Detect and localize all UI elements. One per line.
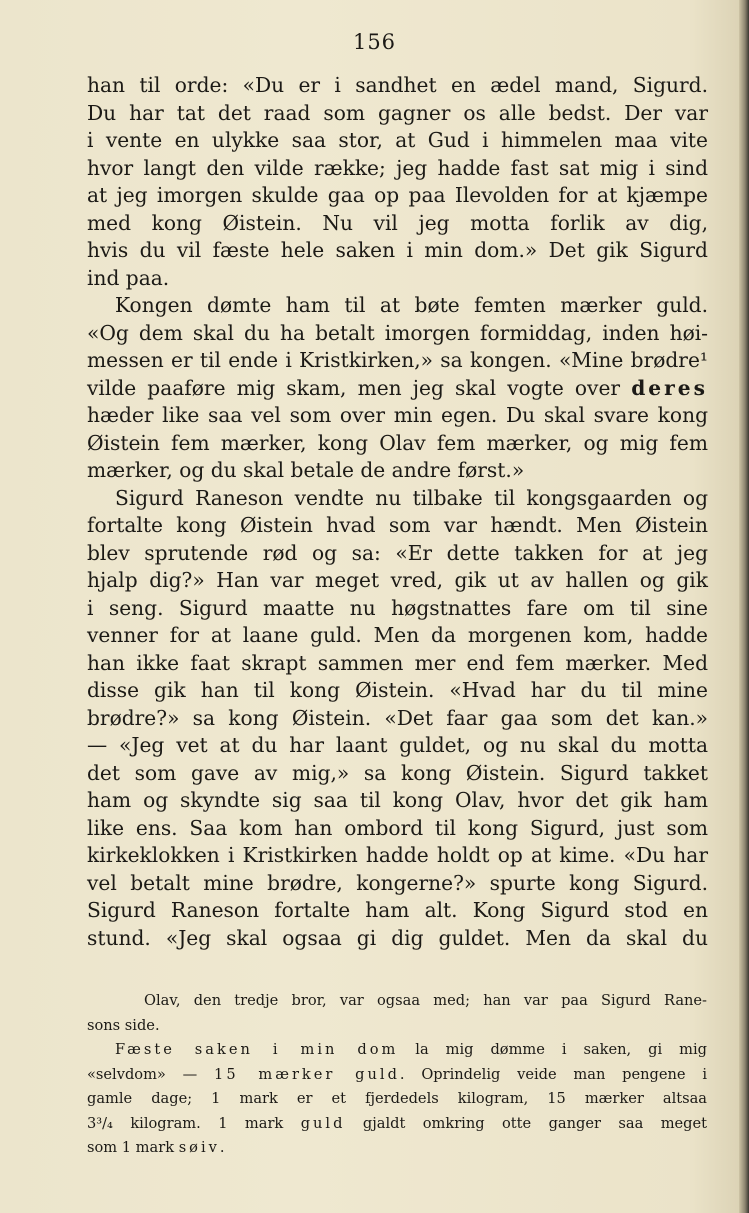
body-text — [87, 72, 708, 952]
footnote-text: som 1 mark — [87, 1139, 179, 1156]
text-line: brødre?» sa kong Øistein. «Det faar gaa som det kan.» — [87, 705, 708, 730]
footnote-text: «selvdom» — — [87, 1065, 215, 1083]
page-edge-shadow — [739, 0, 749, 1213]
text-line: stund. «Jeg skal ogsaa gi dig guldet. Men da skal du — [87, 925, 708, 950]
text-line: disse gik han til kong Øistein. «Hvad har du til mine — [87, 678, 708, 702]
page-number: 156 — [352, 30, 397, 54]
text-line: i vente en ulykke saa stor, at Gud i himmelen maa vite — [87, 128, 708, 152]
text-line: Du har tat det raad som gagner os alle bedst. Der var — [87, 100, 708, 125]
text-line: det som gave av mig,» sa kong Øistein. Sigurd takket — [87, 760, 708, 785]
text-line-part: vilde paaføre mig skam, men jeg skal vogte over — [87, 375, 621, 400]
footnote-term: 15 mærker guld — [214, 1065, 400, 1083]
text-line-with-spaced-word — [87, 375, 708, 403]
text-line: — «Jeg vet at du har laant guldet, og nu skal du motta — [87, 733, 708, 757]
text-line: ind paa. — [87, 265, 170, 290]
footnote-line: sons side. — [87, 1016, 160, 1034]
footnote-line — [87, 1136, 707, 1161]
text-line: hjalp dig?» Han var meget vred, gik ut av hallen og gik — [87, 568, 708, 592]
text-line: Øistein fem mærker, kong Olav fem mærker, og mig fem — [87, 430, 708, 455]
footnote-term: søiv — [178, 1139, 220, 1156]
text-line: blev sprutende rød og sa: «Er dette takken for at jeg — [87, 540, 708, 565]
text-line: hvor langt den vilde række; jeg hadde fast sat mig i sind — [87, 155, 708, 180]
footnote-term: guld — [300, 1114, 346, 1132]
text-line: like ens. Saa kom han ombord til kong Sigurd, just som — [87, 815, 708, 840]
footnote-line — [87, 1063, 707, 1088]
text-line: kirkeklokken i Kristkirken hadde holdt op at kime. «Du har — [87, 843, 708, 867]
text-line: hvis du vil fæste hele saken i min dom.» Det gik Sigurd — [87, 238, 708, 262]
footnote-line: gamle dage; 1 mark er et fjerdedels kilogram, 15 mærker altsaa — [87, 1090, 707, 1107]
text-line: «Og dem skal du ha betalt imorgen formiddag, inden høi- — [87, 320, 708, 345]
footnote-line: Olav, den tredje bror, var ogsaa med; han var paa Sigurd Rane- — [144, 992, 707, 1009]
text-line: i seng. Sigurd maatte nu høgstnattes fare om til sine — [87, 595, 708, 620]
footnote-text: la mig dømme i saken, gi mig — [398, 1041, 707, 1058]
footnote-line — [87, 1112, 707, 1137]
footnote-text: gjaldt omkring otte ganger saa meget — [345, 1114, 708, 1132]
text-line: hæder like saa vel som over min egen. Du skal svare kong — [87, 403, 708, 427]
text-line: med kong Øistein. Nu vil jeg motta forlik av dig, — [87, 210, 708, 235]
text-line: venner for at laane guld. Men da morgenen kom, hadde — [87, 623, 708, 647]
text-line: messen er til ende i Kristkirken,» sa kongen. «Mine brødre¹ — [87, 348, 708, 372]
footnote-text: . — [219, 1139, 225, 1156]
footnotes — [87, 989, 707, 1161]
text-line: mærker, og du skal betale de andre først.» — [87, 458, 525, 482]
text-line: at jeg imorgen skulde gaa op paa Ilevolden for at kjæmpe — [87, 183, 708, 207]
footnote-line — [87, 1038, 707, 1063]
text-line: han til orde: «Du er i sandhet en ædel mand, Sigurd. — [87, 73, 708, 97]
text-line: Sigurd Raneson vendte nu tilbake til kongsgaarden og — [115, 485, 708, 510]
footnote-text: . Oprindelig veide man pengene i — [399, 1065, 707, 1083]
text-line: han ikke faat skrapt sammen mer end fem mærker. Med — [87, 650, 708, 675]
spaced-word: deres — [631, 375, 708, 400]
footnote-term: Fæste saken i min dom — [115, 1041, 399, 1058]
text-line: fortalte kong Øistein hvad som var hændt. Men Øistein — [87, 513, 708, 537]
text-line: Sigurd Raneson fortalte ham alt. Kong Sigurd stod en — [87, 898, 708, 922]
text-line: Kongen dømte ham til at bøte femten mærker guld. — [115, 293, 708, 317]
text-line: vel betalt mine brødre, kongerne?» spurte kong Sigurd. — [87, 870, 708, 895]
footnote-text: 3³/₄ kilogram. 1 mark — [87, 1114, 301, 1132]
text-line: ham og skyndte sig saa til kong Olav, hvor det gik ham — [87, 788, 708, 812]
